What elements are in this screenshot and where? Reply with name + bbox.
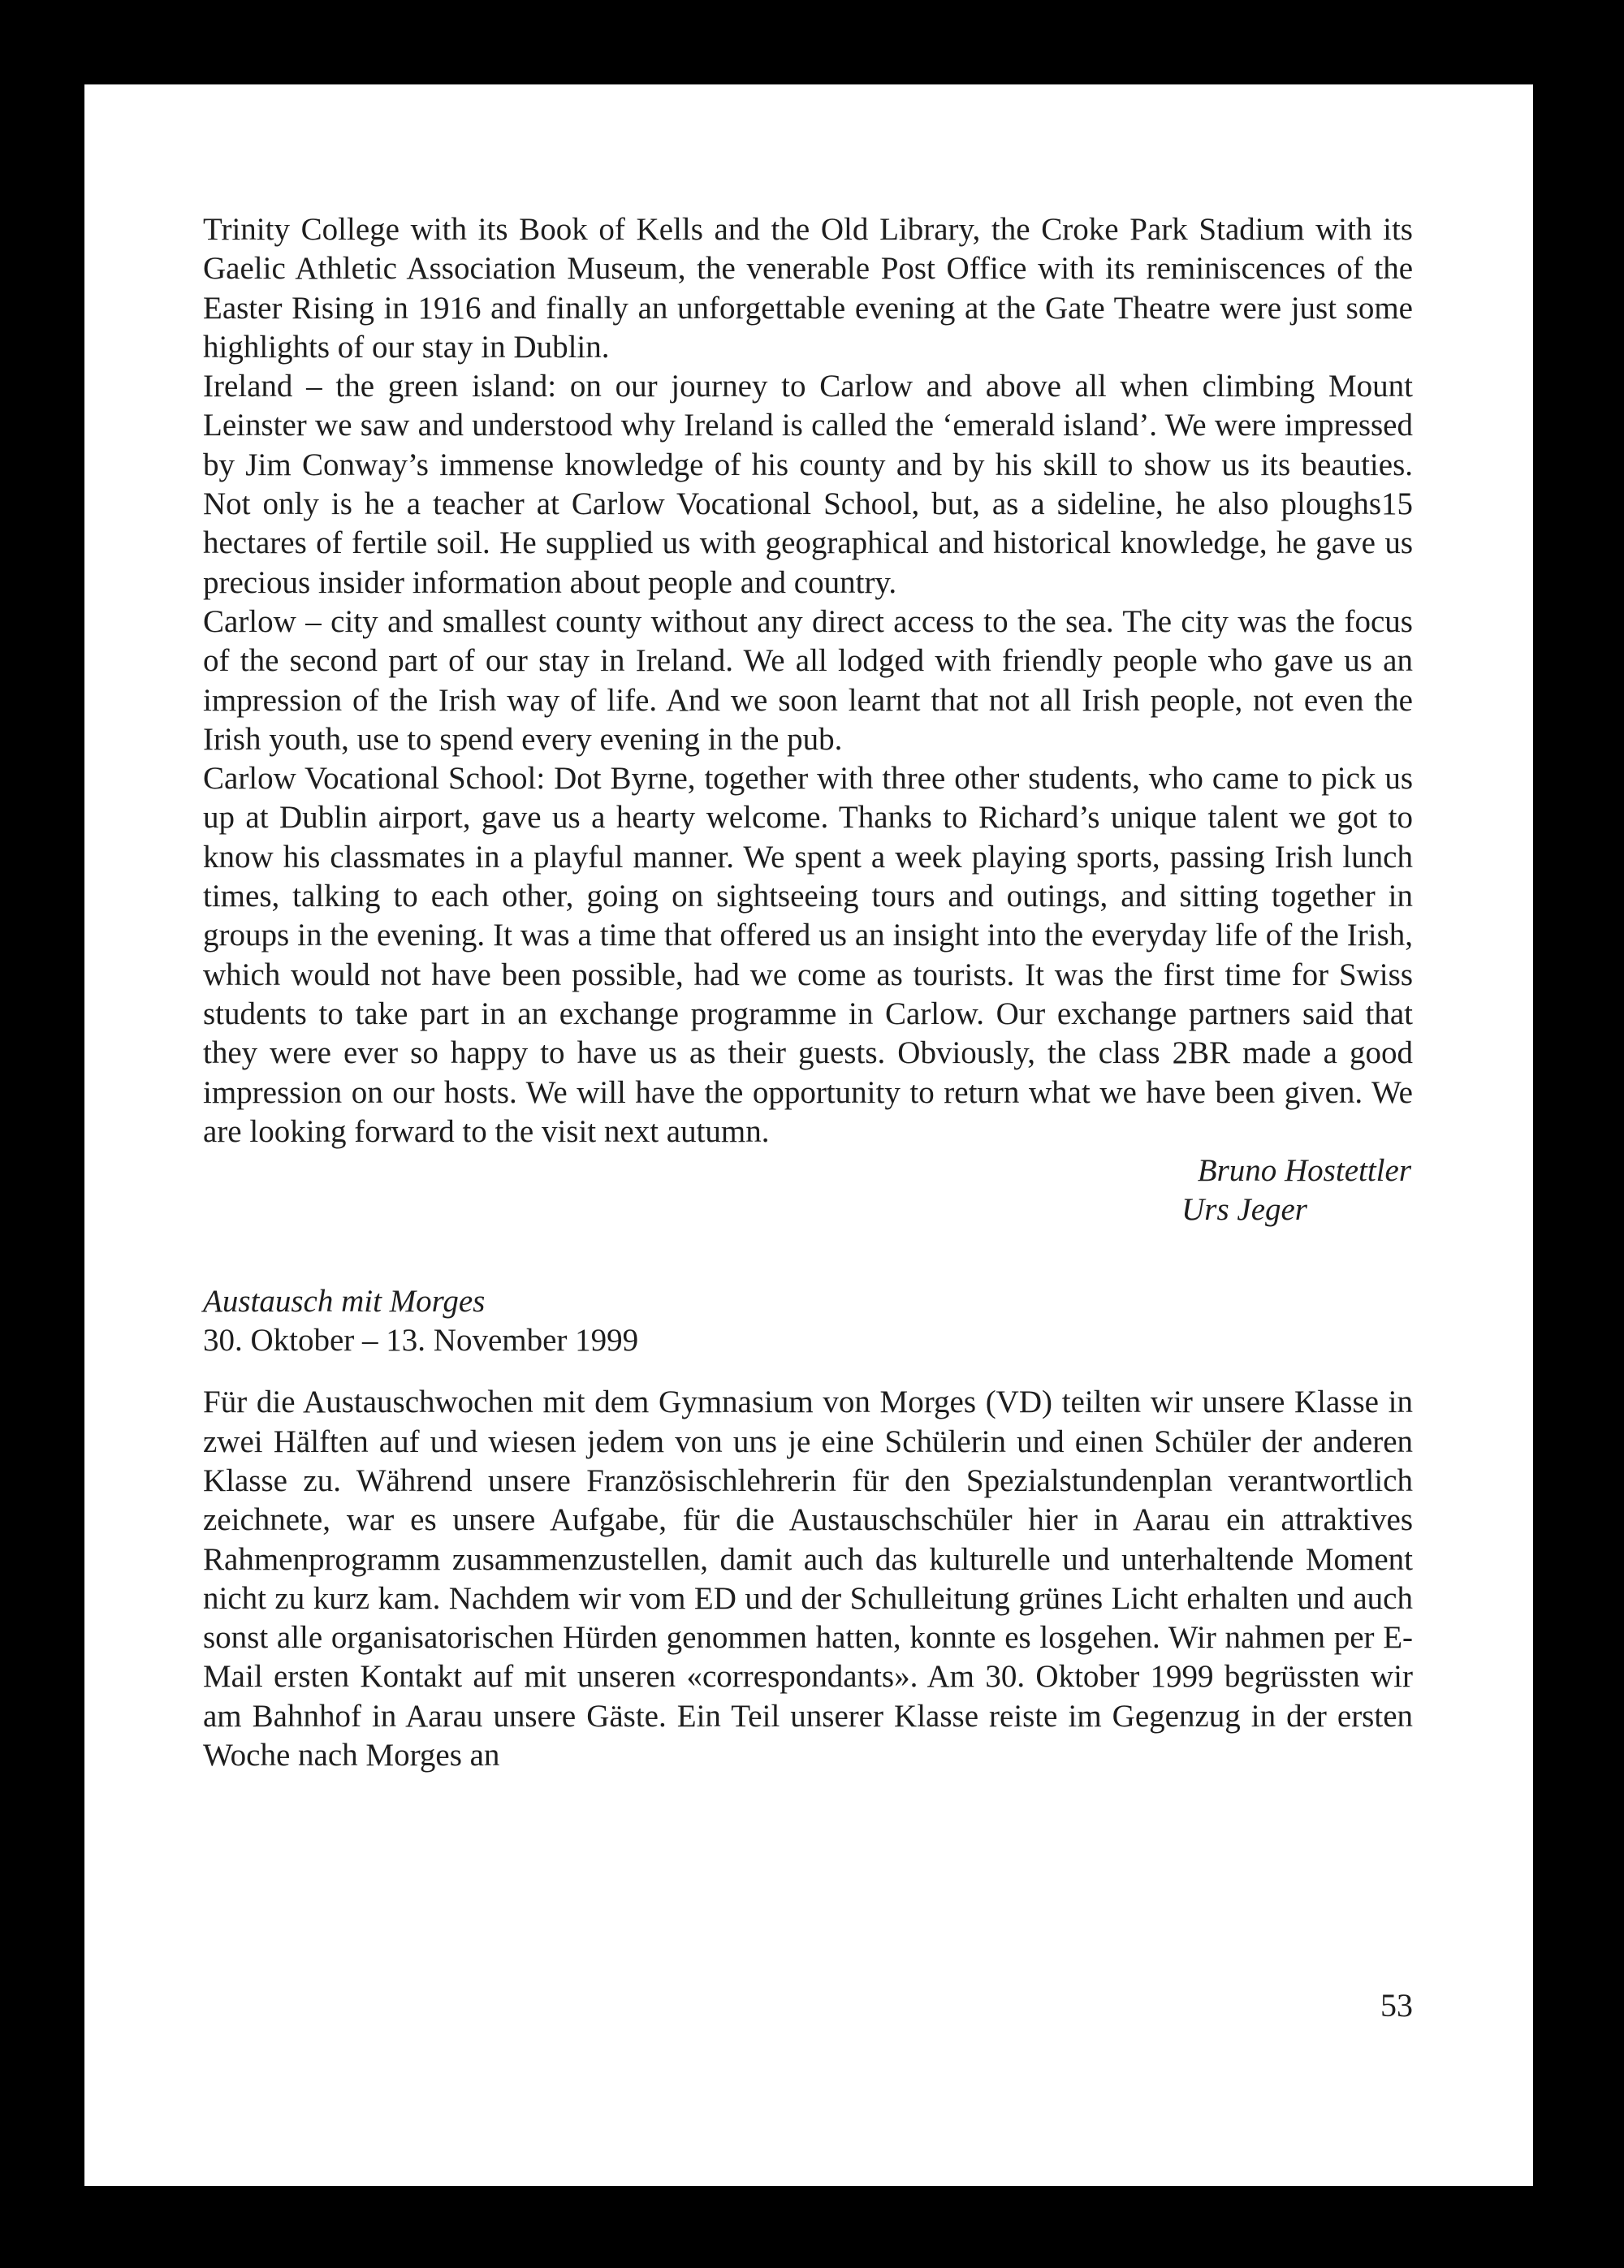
text-body — [203, 210, 1413, 1775]
page-number: 53 — [1380, 1987, 1413, 2024]
paragraph-green-island: Ireland – the green island: on our journey to Carlow and above all when climbing Mount Leinster we saw and understood why Ireland is called the ‘emerald island’. We were impressed by Jim Conway’s immense knowledge of his county and by his skill to show us its beauties. Not only is he a teacher at Carlow Vocational School, but, as a sideline, he also ploughs15 hectares of fertile soil. He supplied us with geographical and historical knowledge, he gave us precious insider information about people and country. — [203, 369, 1413, 600]
author-name: Bruno Hostettler — [1197, 1153, 1411, 1189]
paragraph-dublin-highlights: Trinity College with its Book of Kells and the Old Library, the Croke Park Stadium with its Gaelic Athletic Association Museum, the venerable Post Office with its reminiscences of the Easter Rising in 1916 and finally an unforgettable evening at the Gate Theatre were just some highlights of our stay in Dublin. — [203, 212, 1413, 365]
paragraph-morges-exchange: Für die Austauschwochen mit dem Gymnasium von Morges (VD) teilten wir unsere Klasse in zwei Hälften auf und wiesen jedem von uns je eine Schülerin und einen Schüler der anderen Klasse zu. Während unsere Französischlehrerin für den Spezialstundenplan verantwortlich zeichnete, war es unsere Aufgabe, für die Austauschschüler hier in Aarau ein attraktives Rahmenprogramm zusammenzustellen, damit auch das kulturelle und unterhaltende Moment nicht zu kurz kam. Nachdem wir vom ED und der Schulleitung grünes Licht erhalten und auch sonst alle organisatorischen Hürden genommen hatten, konnte es losgehen. Wir nahmen per E-Mail ersten Kontakt auf mit unseren «correspondants». Am 30. Oktober 1999 begrüssten wir am Bahnhof in Aarau unsere Gäste. Ein Teil unserer Klasse reiste im Gegenzug in der ersten Woche nach Morges an — [203, 1385, 1413, 1773]
author-signatures — [203, 1151, 1413, 1230]
section-heading: Austausch mit Morges — [203, 1283, 486, 1319]
paragraph-vocational-school: Carlow Vocational School: Dot Byrne, together with three other students, who came to pick us up at Dublin airport, gave us a hearty welcome. Thanks to Richard’s unique talent we got to know his classmates in a playful manner. We spent a week playing sports, passing Irish lunch times, talking to each other, going on sightseeing tours and outings, and sitting together in groups in the evening. It was a time that offered us an insight into the everyday life of the Irish, which would not have been possible, had we come as tourists. It was the first time for Swiss students to take part in an exchange programme in Carlow. Our exchange partners said that they were ever so happy to have us as their guests. Obviously, the class 2BR made a good impression on our hosts. We will have the opportunity to return what we have been given. We are looking forward to the visit next autumn. — [203, 761, 1413, 1149]
section-date: 30. Oktober – 13. November 1999 — [203, 1323, 639, 1359]
paragraph-carlow-city: Carlow – city and smallest county without any direct access to the sea. The city was the focus of the second part of our stay in Ireland. We all lodged with friendly people who gave us an impression of the Irish way of life. And we soon learnt that not all Irish people, not even the Irish youth, use to spend every evening in the pub. — [203, 603, 1413, 757]
document-page — [84, 84, 1533, 2186]
author-name: Urs Jeger — [1181, 1192, 1307, 1228]
